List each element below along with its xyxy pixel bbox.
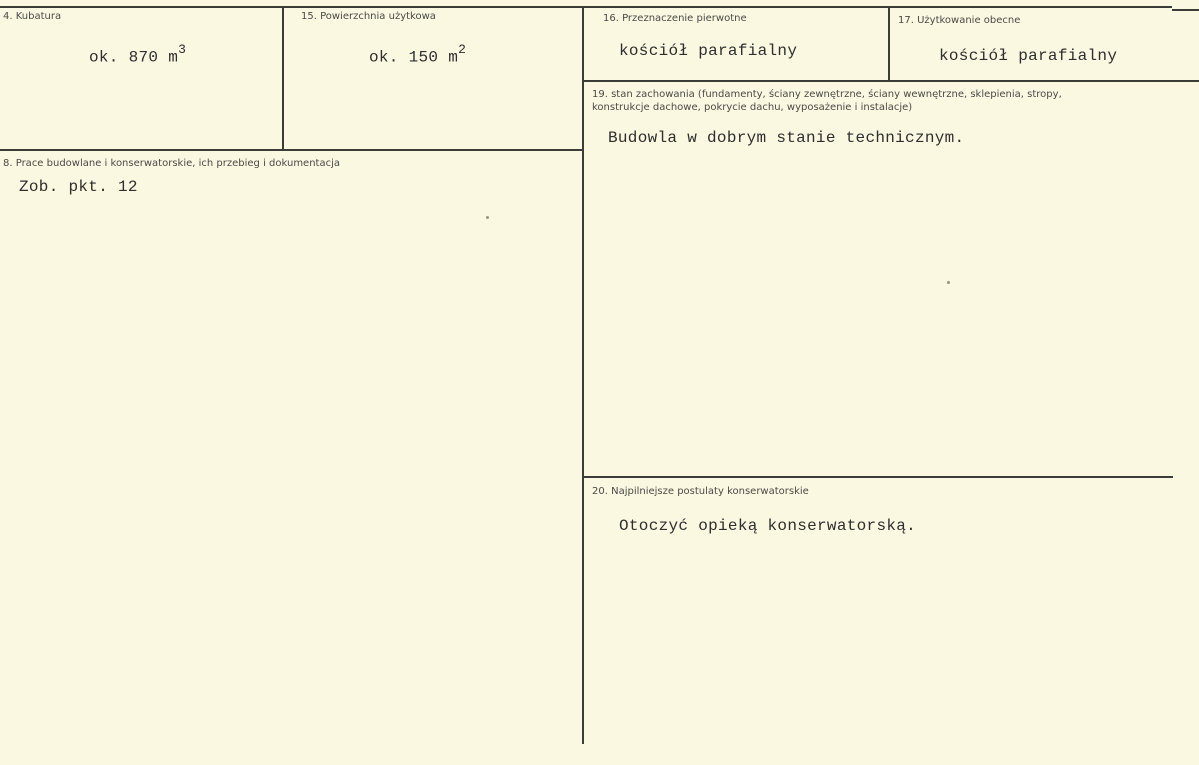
kubatura-value [89,44,186,66]
top-right-border [1172,9,1199,11]
kubatura-value-text: ok. 870 m [89,48,179,67]
top-border [0,6,1172,8]
powierzchnia-value-text: ok. 150 m [369,48,459,67]
uzytkowanie-label: 17. Użytkowanie obecne [898,15,1021,26]
powierzchnia-value [369,44,466,66]
prace-value: Zob. pkt. 12 [19,178,138,196]
powierzchnia-label: 15. Powierzchnia użytkowa [301,11,436,22]
postulaty-value: Otoczyć opieką konserwatorską. [619,517,917,535]
row-divider-right-mid [583,476,1173,478]
przeznaczenie-value: kościół parafialny [619,42,798,60]
kubatura-unit-exponent: 3 [178,42,187,57]
row-divider-right-top [583,80,1199,82]
prace-label: 8. Prace budowlane i konserwatorskie, ich przebieg i dokumentacja [3,158,341,169]
stan-value: Budowla w dobrym stanie technicznym. [608,129,965,147]
przeznaczenie-label: 16. Przeznaczenie pierwotne [603,13,747,24]
divider-center [582,7,584,744]
paper-speck [947,281,950,284]
divider-kubatura [282,7,284,149]
postulaty-label: 20. Najpilniejsze postulaty konserwatorskie [592,486,809,497]
divider-uzytkowanie [888,8,890,80]
uzytkowanie-value: kościół parafialny [939,47,1118,65]
stan-label: 19. stan zachowania (fundamenty, ściany zewnętrzne, ściany wewnętrzne, sklepienia, stropy, konstrukcje dachowe, pokrycie dachu, wyposażenie i instalacje) [592,89,1062,113]
row-divider-left [0,149,583,151]
paper-speck [486,216,489,219]
powierzchnia-unit-exponent: 2 [458,42,467,57]
kubatura-label: 4. Kubatura [3,11,62,22]
